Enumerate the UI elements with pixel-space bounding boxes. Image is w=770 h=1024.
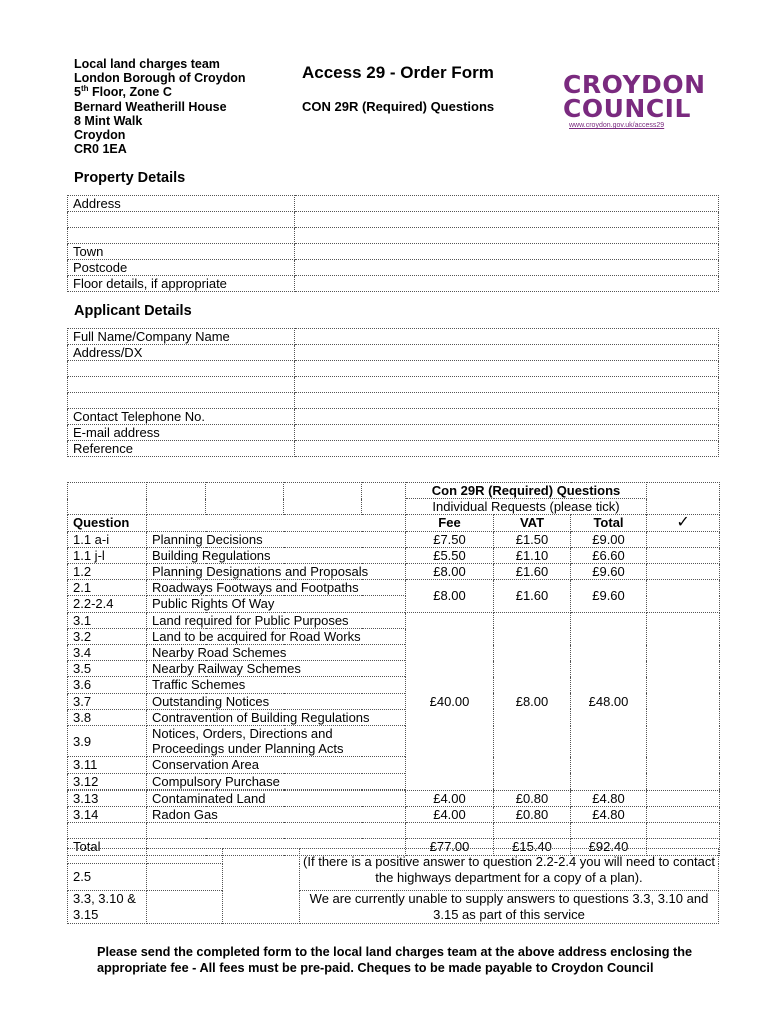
footer-instructions: Please send the completed form to the local land charges team at the above address enclosing the appropriate fee - All fees must be pre-paid. Cheques to be made payable to Croydon Council (97, 945, 693, 975)
total-vat: £15.40 (494, 839, 571, 855)
blank-cell (68, 483, 147, 515)
tick-box[interactable] (647, 612, 720, 790)
total-value: £9.60 (571, 580, 647, 612)
fee-value: £5.50 (406, 547, 494, 563)
field-label (68, 393, 295, 409)
col-vat: VAT (494, 515, 571, 531)
note-3-3: We are currently unable to supply answers to questions 3.3, 3.10 and 3.15 as part of this service (300, 891, 719, 924)
form-row (68, 228, 719, 244)
form-row (68, 276, 719, 292)
question-description: Conservation Area (147, 757, 406, 773)
field-label (68, 228, 295, 244)
question-description: Roadways Footways and Footpaths (147, 580, 406, 596)
form-row (68, 425, 719, 441)
form-row (68, 244, 719, 260)
fee-value: £8.00 (406, 580, 494, 612)
total-value: £48.00 (571, 612, 647, 790)
total-value: £9.60 (571, 564, 647, 580)
question-number: 3.4 (68, 645, 147, 661)
col-total: Total (571, 515, 647, 531)
logo-url-link[interactable]: www.croydon.gov.uk/access29 (569, 122, 665, 129)
address-dx-field[interactable] (295, 361, 719, 377)
blank-cell (147, 849, 223, 864)
croydon-council-logo: CROYDON COUNCIL www.croydon.gov.uk/access29 (563, 70, 706, 129)
address-line: CR0 1EA (74, 142, 127, 157)
fee-value: £8.00 (406, 564, 494, 580)
field-label: Full Name/Company Name (68, 329, 295, 345)
form-row (68, 196, 719, 212)
field-label: Address (68, 196, 295, 212)
note-question-number: 3.3, 3.10 & 3.15 (68, 891, 147, 924)
field-label: Floor details, if appropriate (68, 276, 295, 292)
question-description: Traffic Schemes (147, 677, 406, 693)
total-fee: £77.00 (406, 839, 494, 855)
applicant-details-heading: Applicant Details (74, 303, 192, 319)
form-row (68, 377, 719, 393)
vat-value: £0.80 (494, 807, 571, 823)
telephone-field[interactable] (295, 409, 719, 425)
question-description: Building Regulations (147, 547, 406, 563)
vat-value: £1.60 (494, 580, 571, 612)
question-description: Land required for Public Purposes (147, 612, 406, 628)
col-fee: Fee (406, 515, 494, 531)
form-subtitle: CON 29R (Required) Questions (302, 99, 495, 114)
fees-section-title: Con 29R (Required) Questions (406, 483, 647, 499)
fee-value: £7.50 (406, 531, 494, 547)
blank-cell (284, 483, 362, 515)
blank-cell (206, 483, 284, 515)
question-number: 3.12 (68, 773, 147, 789)
question-number: 1.2 (68, 564, 147, 580)
form-row (68, 441, 719, 457)
question-description: Nearby Railway Schemes (147, 661, 406, 677)
question-number: 3.13 (68, 790, 147, 806)
question-number: 2.2-2.4 (68, 596, 147, 612)
vat-value: £1.50 (494, 531, 571, 547)
town-field[interactable] (295, 244, 719, 260)
question-description: Public Rights Of Way (147, 596, 406, 612)
notes-table (67, 848, 719, 924)
fees-header-row (68, 483, 720, 499)
question-description: Planning Decisions (147, 531, 406, 547)
question-number: 3.11 (68, 757, 147, 773)
address-dx-field[interactable] (295, 345, 719, 361)
question-description: Land to be acquired for Road Works (147, 628, 406, 644)
table-row (68, 547, 720, 563)
total-value: £6.60 (571, 547, 647, 563)
address-line: Bernard Weatherill House (74, 99, 227, 114)
blank-cell (223, 849, 300, 924)
blank-cell (147, 891, 223, 924)
question-number: 1.1 a-i (68, 531, 147, 547)
table-row (68, 580, 720, 596)
tick-box[interactable] (647, 531, 720, 547)
question-description: Planning Designations and Proposals (147, 564, 406, 580)
question-description: Notices, Orders, Directions and Proceedings under Planning Acts (147, 726, 406, 757)
field-label (68, 361, 295, 377)
form-row (68, 329, 719, 345)
applicant-details-table (67, 328, 719, 457)
blank-cell (647, 483, 720, 515)
form-row (68, 212, 719, 228)
question-description: Outstanding Notices (147, 693, 406, 709)
floor-details-field[interactable] (295, 276, 719, 292)
tick-icon: ✓ (647, 515, 720, 531)
field-label: Postcode (68, 260, 295, 276)
tick-box[interactable] (647, 547, 720, 563)
blank-cell (147, 864, 223, 891)
full-name-field[interactable] (295, 329, 719, 345)
reference-field[interactable] (295, 441, 719, 457)
question-number: 3.14 (68, 807, 147, 823)
question-description: Contaminated Land (147, 790, 406, 806)
form-row (68, 409, 719, 425)
col-question: Question (68, 515, 147, 531)
address-field[interactable] (295, 212, 719, 228)
question-number: 3.5 (68, 661, 147, 677)
fee-value: £4.00 (406, 807, 494, 823)
address-field[interactable] (295, 196, 719, 212)
field-label: Town (68, 244, 295, 260)
fee-value: £40.00 (406, 612, 494, 790)
question-description: Nearby Road Schemes (147, 645, 406, 661)
total-label: Total (68, 839, 147, 855)
vat-value: £0.80 (494, 790, 571, 806)
form-row (68, 260, 719, 276)
tick-box[interactable] (647, 790, 720, 806)
note-2-5: (If there is a positive answer to question 2.2-2.4 you will need to contact the highways department for a copy of a plan). (300, 849, 719, 891)
question-number: 1.1 j-l (68, 547, 147, 563)
tick-box[interactable] (647, 564, 720, 580)
question-number: 3.7 (68, 693, 147, 709)
question-number: 3.9 (68, 726, 147, 757)
blank-cell (147, 515, 406, 531)
table-row (68, 612, 720, 628)
fee-value: £4.00 (406, 790, 494, 806)
form-row (68, 345, 719, 361)
spacer-row (68, 823, 720, 839)
form-title: Access 29 - Order Form (302, 63, 494, 82)
vat-value: £1.60 (494, 564, 571, 580)
total-value: £9.00 (571, 531, 647, 547)
fees-table (67, 482, 720, 856)
email-field[interactable] (295, 425, 719, 441)
address-line: London Borough of Croydon (74, 71, 246, 86)
column-header-row (68, 515, 720, 531)
question-number: 3.8 (68, 709, 147, 725)
address-dx-field[interactable] (295, 393, 719, 409)
question-number: 3.6 (68, 677, 147, 693)
question-number: 2.1 (68, 580, 147, 596)
table-row (68, 564, 720, 580)
table-row (68, 531, 720, 547)
address-line: 8 Mint Walk (74, 113, 143, 128)
question-description: Contravention of Building Regulations (147, 709, 406, 725)
question-number: 3.1 (68, 612, 147, 628)
table-row (68, 807, 720, 823)
address-dx-field[interactable] (295, 377, 719, 393)
address-block (74, 57, 245, 156)
form-row (68, 393, 719, 409)
field-label (68, 377, 295, 393)
property-details-heading: Property Details (74, 170, 186, 186)
note-question-number: 2.5 (68, 864, 147, 891)
question-number: 3.2 (68, 628, 147, 644)
field-label: E-mail address (68, 425, 295, 441)
field-label: Address/DX (68, 345, 295, 361)
field-label: Reference (68, 441, 295, 457)
postcode-field[interactable] (295, 260, 719, 276)
total-value: £4.80 (571, 807, 647, 823)
field-label: Contact Telephone No. (68, 409, 295, 425)
form-row (68, 361, 719, 377)
address-line: 5th Floor, Zone C (74, 84, 172, 100)
vat-value: £1.10 (494, 547, 571, 563)
total-value: £4.80 (571, 790, 647, 806)
address-field[interactable] (295, 228, 719, 244)
address-line: Local land charges team (74, 57, 220, 71)
question-description: Compulsory Purchase (147, 773, 406, 789)
fees-section-subtitle: Individual Requests (please tick) (406, 499, 647, 515)
blank-cell (147, 483, 206, 515)
address-line: Croydon (74, 128, 126, 143)
vat-value: £8.00 (494, 612, 571, 790)
tick-box[interactable] (647, 580, 720, 612)
field-label (68, 212, 295, 228)
tick-box[interactable] (647, 807, 720, 823)
blank-cell (68, 849, 147, 864)
property-details-table (67, 195, 719, 292)
grand-total: £92.40 (571, 839, 647, 855)
question-description: Radon Gas (147, 807, 406, 823)
blank-cell (362, 483, 406, 515)
table-row (68, 790, 720, 806)
